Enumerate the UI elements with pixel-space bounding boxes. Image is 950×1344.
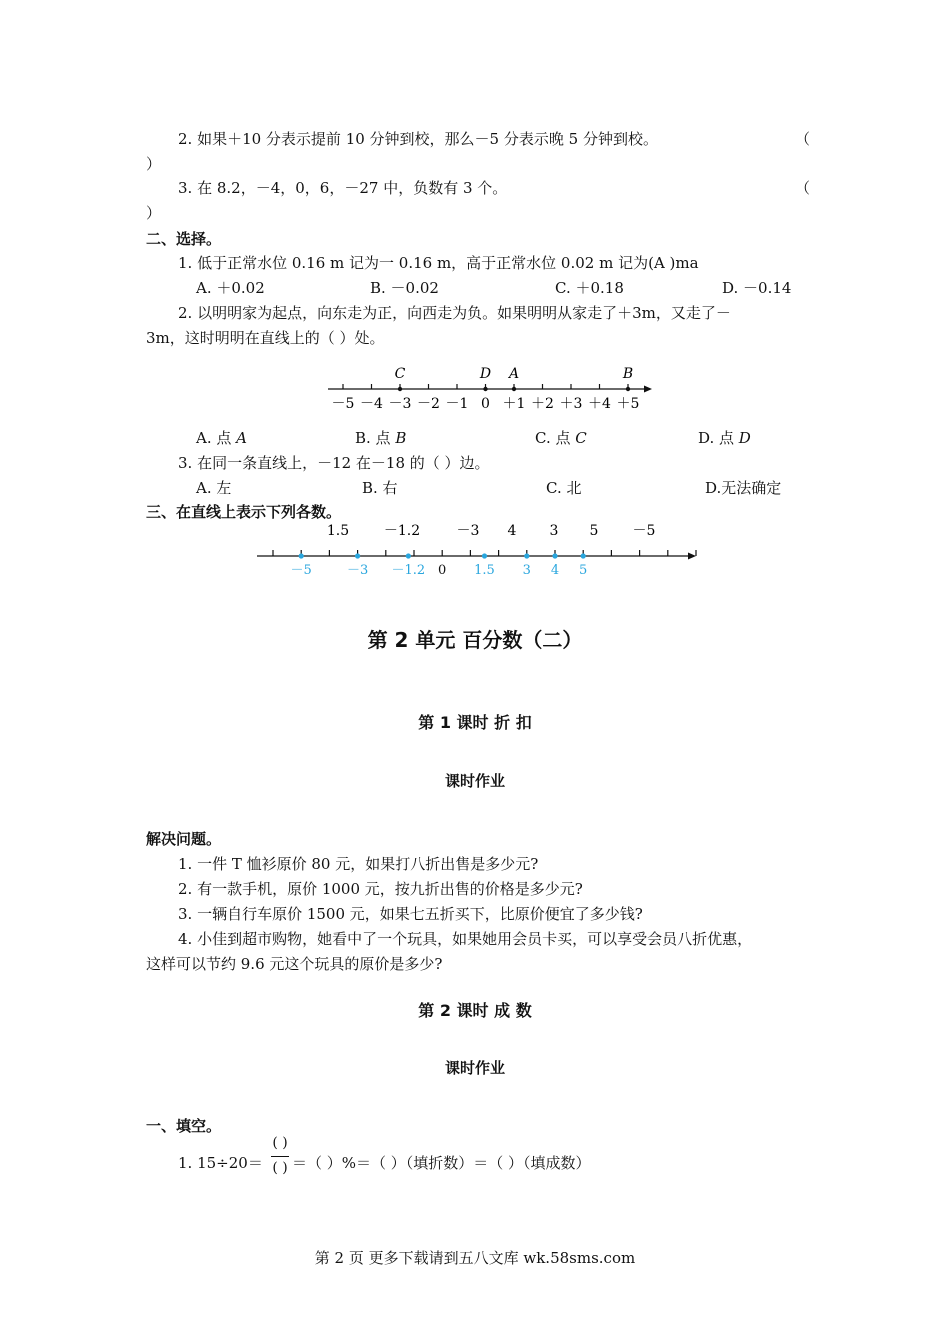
problem-1: 1. 一件 T 恤衫原价 80 元，如果打八折出售是多少元? <box>178 855 539 873</box>
lesson1-subtitle: 课时作业 <box>444 772 505 790</box>
answer-point <box>355 553 360 558</box>
judge-q3-open-paren: （ <box>795 179 811 197</box>
answer-point <box>406 553 411 558</box>
choice-q2-option-c: C. 点 C <box>535 429 587 447</box>
point-label-b: B <box>622 366 634 382</box>
choice-q1-option-c: C. ＋0.18 <box>555 279 624 297</box>
tick-label: －3 <box>388 396 412 412</box>
answer-label: 4 <box>550 563 560 578</box>
fill-suffix: ＝（ ）%＝（ ）（填折数）＝（ ）（填成数） <box>292 1154 591 1172</box>
unit-title: 第 2 单元 百分数（二） <box>367 628 583 652</box>
given-number: 1.5 <box>326 523 350 539</box>
tick-label: ＋2 <box>531 396 554 412</box>
choice-q2-option-b: B. 点 B <box>355 429 407 447</box>
problem-2: 2. 有一款手机，原价 1000 元，按九折出售的价格是多少元? <box>178 880 583 898</box>
given-number: －5 <box>632 523 656 539</box>
fill-heading: 一、填空。 <box>146 1117 222 1135</box>
choice-q2-line1: 2. 以明明家为起点，向东走为正，向西走为负。如果明明从家走了＋3m，又走了－ <box>178 304 731 322</box>
fraction-denominator: ( ) <box>272 1160 288 1176</box>
answer-label: －5 <box>290 563 312 578</box>
point-marker-b <box>626 387 630 391</box>
tick-label: ＋4 <box>588 396 611 412</box>
number-line-1 <box>320 358 670 418</box>
problem-3: 3. 一辆自行车原价 1500 元，如果七五折买下，比原价便宜了多少钱? <box>178 905 643 923</box>
number-line-2 <box>250 518 710 580</box>
fraction-bar <box>271 1156 289 1157</box>
point-label-c: C <box>394 366 406 382</box>
tick-label: －1 <box>445 396 469 412</box>
section3-heading: 三、在直线上表示下列各数。 <box>146 503 342 521</box>
solve-heading: 解决问题。 <box>146 830 222 848</box>
choice-q3-text: 3. 在同一条直线上，－12 在－18 的（ ）边。 <box>178 454 490 472</box>
tick-label: －4 <box>360 396 383 412</box>
choice-q2-option-a: A. 点 A <box>196 429 247 447</box>
answer-point <box>482 553 487 558</box>
axis-arrow <box>644 386 652 393</box>
judge-q3-close-paren: ） <box>146 204 162 222</box>
choice-q1-option-d: D. －0.14 <box>722 279 792 297</box>
tick-label: 0 <box>481 396 490 412</box>
fill-prefix: 1. 15÷20＝ <box>178 1154 263 1172</box>
problem-4-line2: 这样可以节约 9.6 元这个玩具的原价是多少? <box>146 955 443 973</box>
choice-heading: 二、选择。 <box>146 230 222 248</box>
fraction-numerator: ( ) <box>272 1135 288 1151</box>
tick-label: ＋1 <box>502 396 526 412</box>
judge-q2-text: 2. 如果＋10 分表示提前 10 分钟到校，那么－5 分表示晚 5 分钟到校。 <box>178 130 658 148</box>
choice-q3-option-b: B. 右 <box>362 479 398 497</box>
answer-label: －1.2 <box>391 563 426 578</box>
tick-label: －5 <box>331 396 355 412</box>
tick-label: －2 <box>417 396 440 412</box>
given-number: －1.2 <box>383 523 421 539</box>
answer-label: 0 <box>438 563 447 578</box>
judge-q3-text: 3. 在 8.2，－4，0，6，－27 中，负数有 3 个。 <box>178 179 508 197</box>
problem-4-line1: 4. 小佳到超市购物，她看中了一个玩具，如果她用会员卡买，可以享受会员八折优惠， <box>178 930 753 948</box>
tick-label: ＋5 <box>616 396 640 412</box>
point-label-d: D <box>479 366 492 382</box>
page-footer: 第 2 页 更多下载请到五八文库 wk.58sms.com <box>314 1249 636 1267</box>
choice-q2-option-d: D. 点 D <box>698 429 751 447</box>
choice-q2-line2: 3m，这时明明在直线上的（ ）处。 <box>146 329 385 347</box>
given-number: －3 <box>456 523 480 539</box>
answer-point <box>552 553 557 558</box>
answer-label: 1.5 <box>474 563 495 578</box>
point-label-a: A <box>508 366 520 382</box>
lesson2-subtitle: 课时作业 <box>444 1059 505 1077</box>
lesson2-title: 第 2 课时 成 数 <box>418 1001 532 1020</box>
answer-label: －3 <box>346 563 369 578</box>
point-marker-d <box>483 387 487 391</box>
answer-point <box>524 553 529 558</box>
choice-q3-option-d: D.无法确定 <box>705 479 782 497</box>
choice-q1-text: 1. 低于正常水位 0.16 m 记为一 0.16 m，高于正常水位 0.02 m 记为(A )ma <box>178 254 699 272</box>
point-marker-a <box>512 387 516 391</box>
judge-q2-open-paren: （ <box>795 130 811 148</box>
given-number: 4 <box>507 523 517 539</box>
choice-q3-option-a: A. 左 <box>196 479 232 497</box>
axis-arrow <box>688 553 696 560</box>
given-number: 5 <box>589 523 599 539</box>
choice-q1-option-a: A. ＋0.02 <box>196 279 265 297</box>
tick-label: ＋3 <box>559 396 583 412</box>
lesson1-title: 第 1 课时 折 扣 <box>418 713 532 732</box>
judge-q2-close-paren: ） <box>146 155 162 173</box>
given-number: 3 <box>549 523 559 539</box>
choice-q3-option-c: C. 北 <box>546 479 582 497</box>
answer-point <box>299 553 304 558</box>
point-marker-c <box>398 387 402 391</box>
choice-q1-option-b: B. －0.02 <box>370 279 439 297</box>
answer-label: 3 <box>522 563 531 578</box>
answer-label: 5 <box>579 563 588 578</box>
answer-point <box>581 553 586 558</box>
